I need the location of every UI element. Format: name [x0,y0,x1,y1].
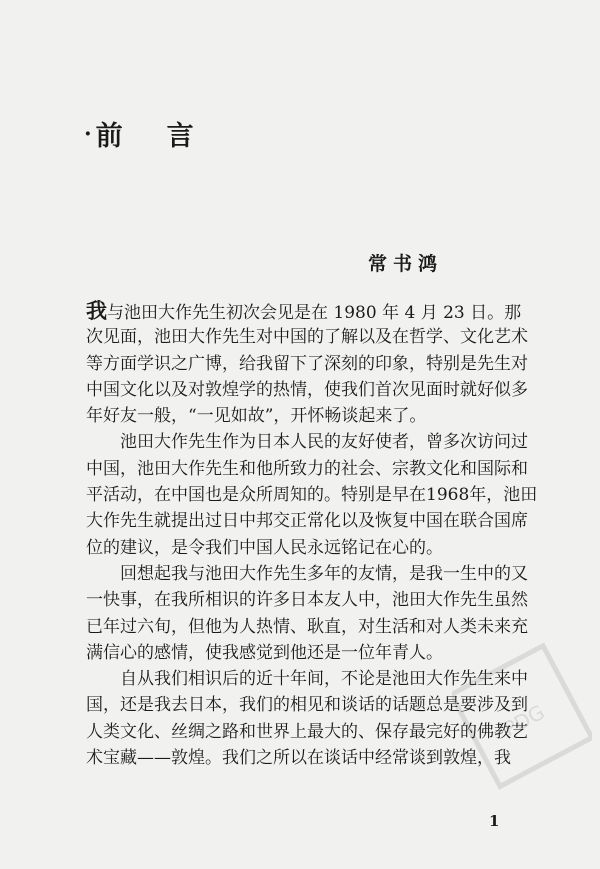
text-line: 自从我们相识后的近十年间，不论是池田大作先生来中 [120,669,528,690]
text-line: 位的建议，是令我们中国人民永远铭记在心的。 [86,537,443,558]
watermark-stamp [452,642,592,792]
text-line: 年好友一般，“一见如故”，开怀畅谈起来了。 [86,406,427,427]
text-line: 等方面学识之广博，给我留下了深刻的印象，特别是先生对 [86,353,528,374]
text-line: 平活动，在中国也是众所周知的。特别是早在1968年，池田 [86,485,538,506]
text-line: 人类文化、丝绸之路和世界上最大的、保存最完好的佛教艺 [86,721,528,742]
text-line: 中国，池田大作先生和他所致力的社会、宗教文化和国际和 [86,458,528,479]
author-name: 常书鸿 [368,253,444,275]
title-bullet: · [84,120,92,147]
text-line: 回想起我与池田大作先生多年的友情，是我一生中的又 [120,563,528,584]
text-line: 池田大作先生作为日本人民的友好使者，曾多次访问过 [120,432,528,453]
paragraph-3 [86,561,528,666]
paragraph-2 [86,429,538,560]
text-line: 已年过六旬，但他为人热情、耿直，对生活和对人类未来充 [86,616,528,637]
paragraph-1 [86,298,528,429]
text-line: 术宝藏——敦煌。我们之所以在谈话中经常谈到敦煌，我 [86,748,511,769]
title-char-2: 言 [166,121,194,152]
drop-cap: 我 [86,298,107,323]
watermark-text: PDG [499,699,549,742]
text-line: 中国文化以及对敦煌学的热情，使我们首次见面时就好似多 [86,379,528,400]
text-line: 满信心的感情，使我感觉到他还是一位年青人。 [86,642,443,663]
text-line: 我与池田大作先生初次会见是在 1980 年 4 月 23 日。那 [86,298,522,323]
text-line: 次见面，池田大作先生对中国的了解以及在哲学、文化艺术 [86,327,528,348]
text-line: 大作先生就提出过日中邦交正常化以及恢复中国在联合国席 [86,511,528,532]
text-line: 一快事，在我所相识的许多日本友人中，池田大作先生虽然 [86,590,528,611]
title-char-1: 前 [95,121,123,152]
page-number: 1 [489,812,500,830]
page-title [84,114,194,153]
text-line: 国，还是我去日本，我们的相见和谈话的话题总是要涉及到 [86,695,528,716]
